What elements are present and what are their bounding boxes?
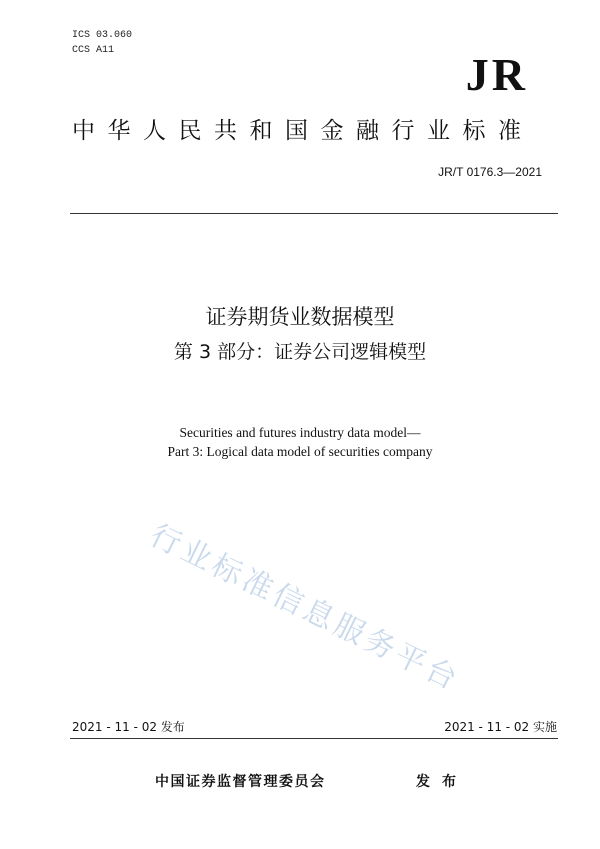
title-english-line-2: Part 3: Logical data model of securities company — [167, 444, 433, 459]
publish-label: 发布 — [416, 774, 468, 790]
effective-date: 2021 - 11 - 02 实施 — [444, 720, 557, 734]
watermark: 行业标准信息服务平台 — [144, 518, 466, 699]
standard-type-heading: 中华人民共和国金融行业标准 — [72, 118, 534, 144]
title-chinese-part: 第 3 部分：证券公司逻辑模型 — [173, 341, 427, 363]
issuing-authority: 中国证券监督管理委员会 — [155, 774, 326, 790]
title-chinese-main: 证券期货业数据模型 — [205, 305, 395, 329]
standard-number: JR/T 0176.3—2021 — [438, 165, 542, 179]
bottom-divider — [70, 738, 558, 739]
issue-date: 2021 - 11 - 02 发布 — [72, 720, 185, 734]
jr-logo: JR — [465, 49, 528, 100]
top-divider — [70, 213, 558, 214]
ics-code: ICS 03.060 — [72, 30, 133, 41]
ccs-code: CCS A11 — [72, 45, 115, 56]
title-english-line-1: Securities and futures industry data model— — [179, 425, 421, 440]
